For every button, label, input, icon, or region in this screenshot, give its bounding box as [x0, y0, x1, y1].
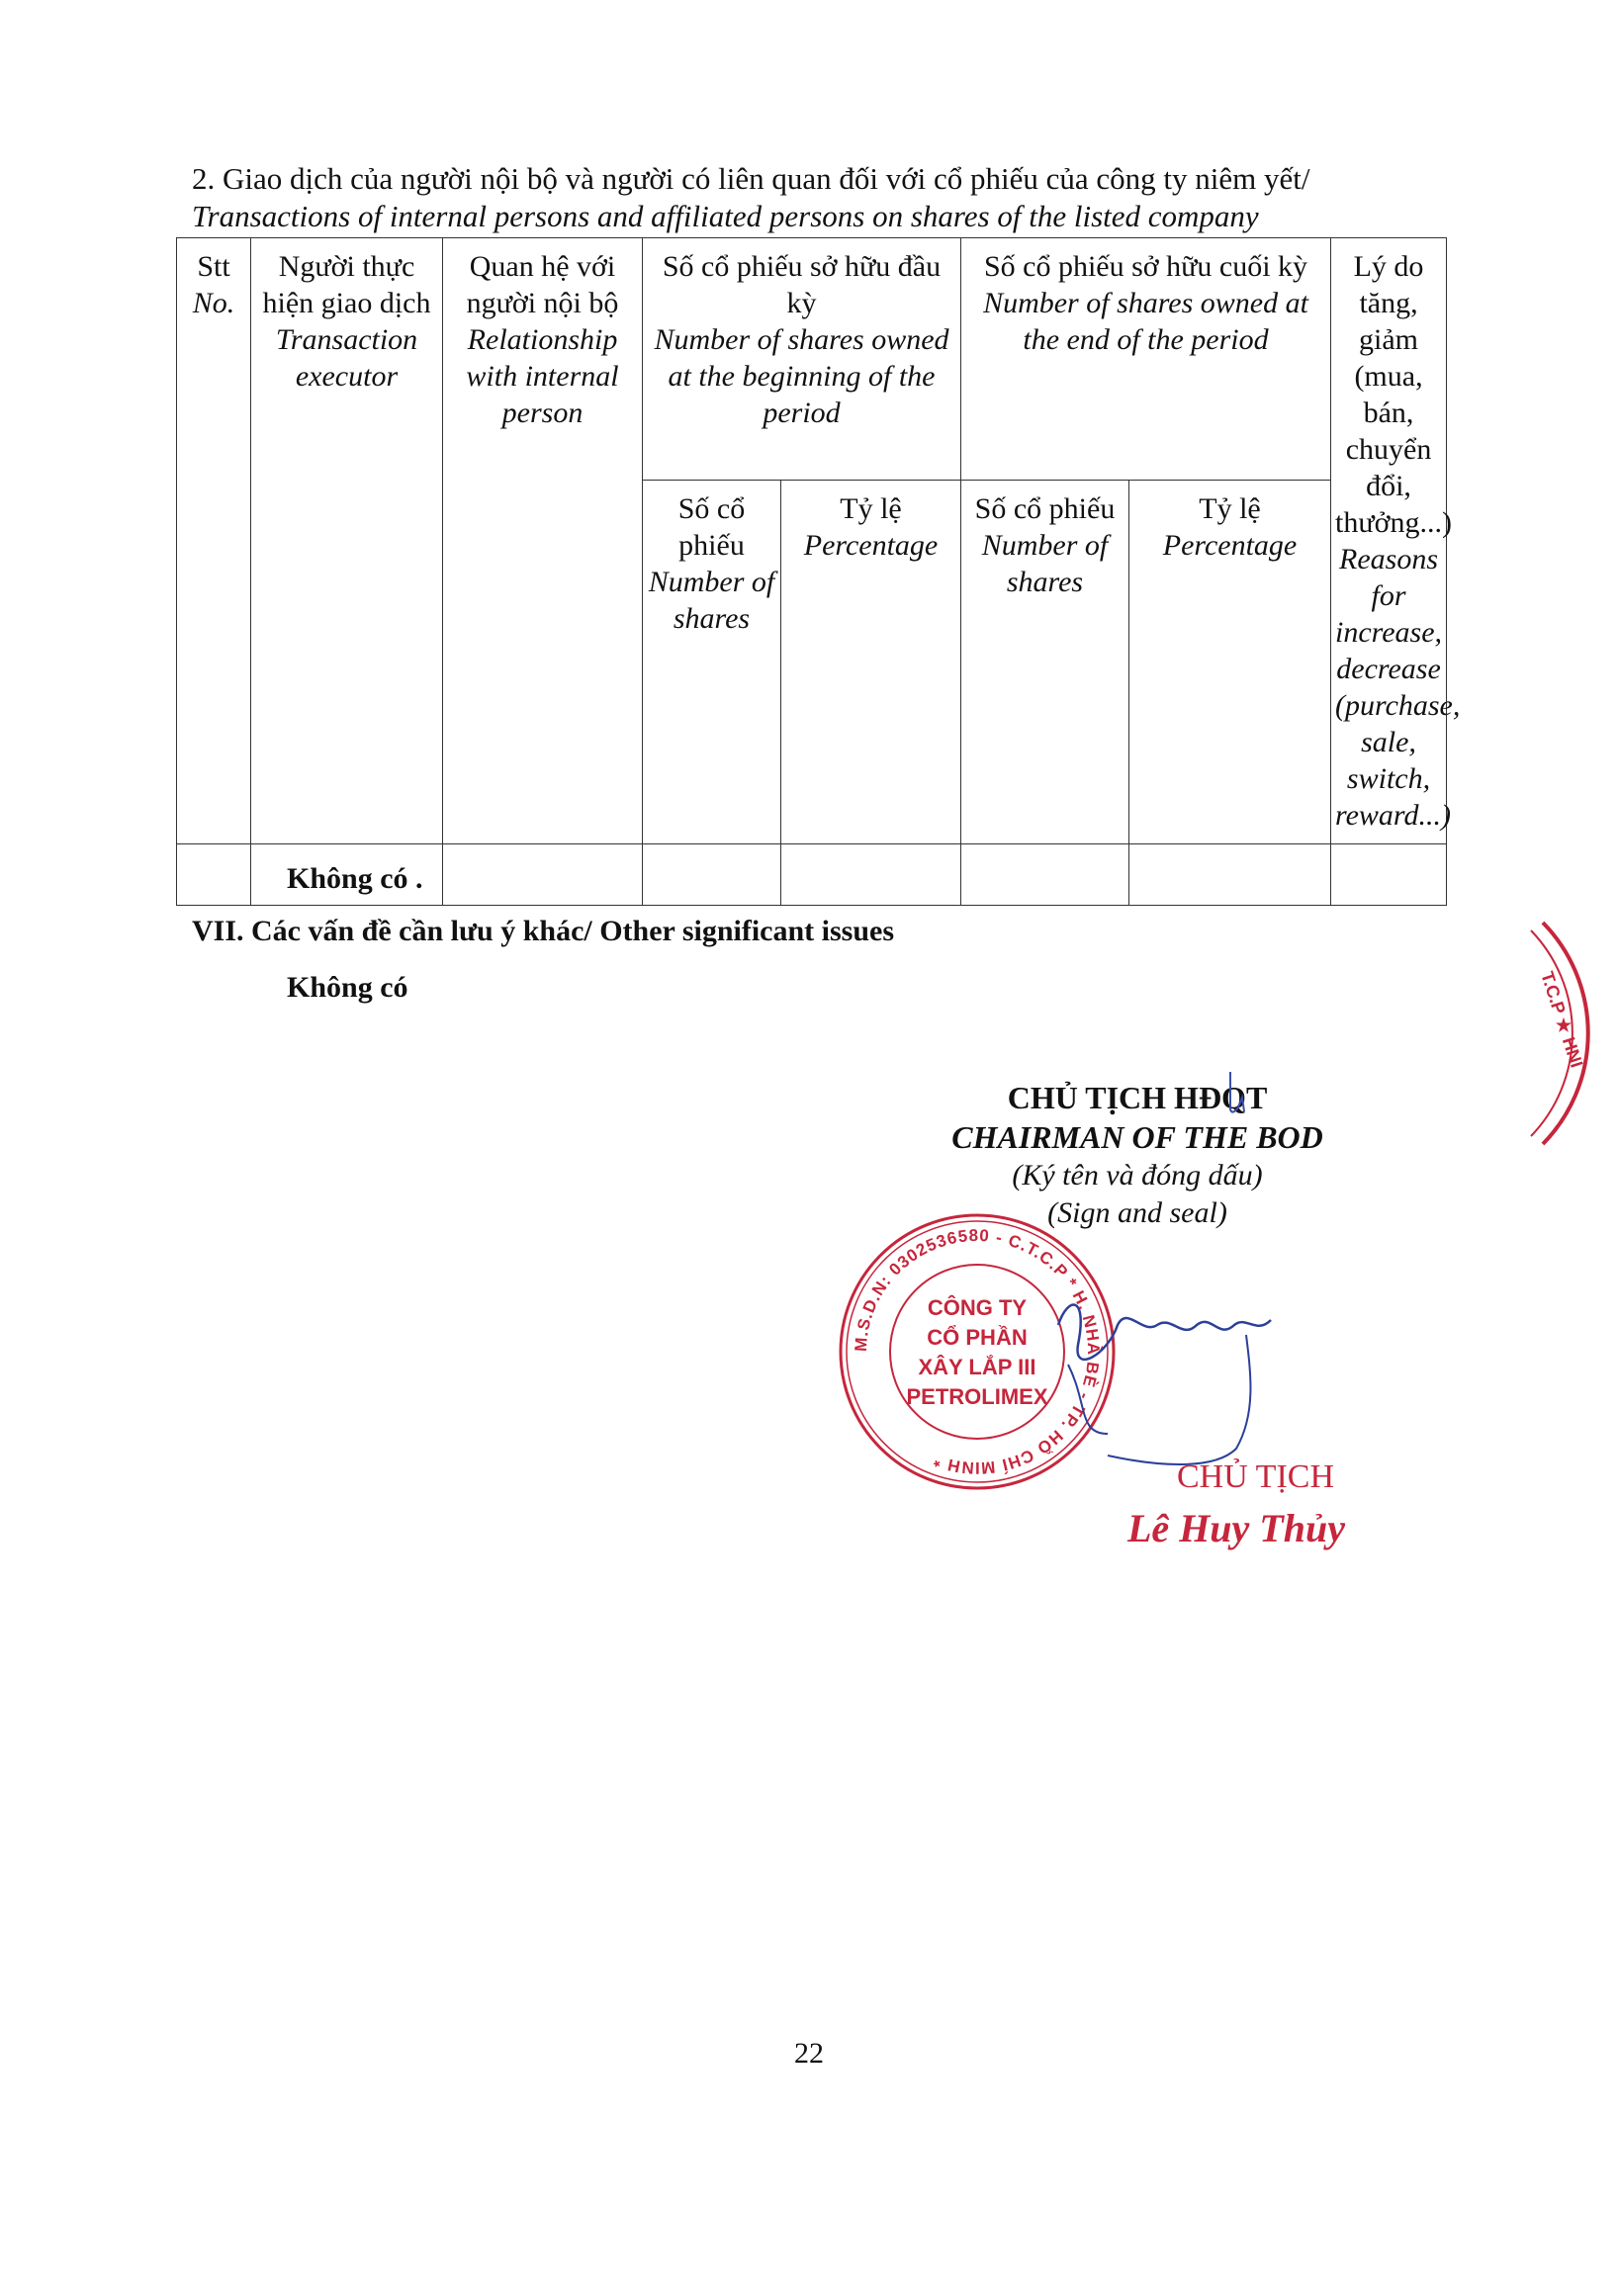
- chairman-title-en: CHAIRMAN OF THE BOD: [951, 1119, 1323, 1155]
- svg-text:XÂY LẮP III: XÂY LẮP III: [918, 1355, 1036, 1379]
- chairman-title-vi: CHỦ TỊCH HĐQT: [1007, 1080, 1268, 1115]
- svg-text:PETROLIMEX: PETROLIMEX: [906, 1384, 1048, 1409]
- none-text-2: Không có: [287, 971, 408, 1004]
- edge-seal-fragment-icon: [1523, 915, 1618, 1152]
- section-2-title-vi: 2. Giao dịch của người nội bộ và người có liên quan đối với cổ phiếu của công ty niêm yết/: [192, 161, 1310, 196]
- sign-note-en: (Sign and seal): [1047, 1196, 1227, 1229]
- none-text-1: Không có .: [287, 862, 423, 895]
- header-relationship: Quan hệ với người nội bộ Relationship with internal person: [443, 238, 643, 844]
- svg-text:T.C.P ★ HNI: T.C.P ★ HNI: [1537, 969, 1587, 1071]
- sign-note-vi: (Ký tên và đóng dấu): [1012, 1159, 1263, 1192]
- table-header-row: [177, 238, 1447, 481]
- transactions-table: [176, 237, 1461, 906]
- handwritten-signature-icon: [1048, 1285, 1296, 1483]
- svg-text:CÔNG TY: CÔNG TY: [927, 1295, 1028, 1320]
- page-number: 22: [794, 2037, 824, 2070]
- subheader-begin-shares: Số cổ phiếu Number of shares: [643, 481, 781, 844]
- stamp-title: CHỦ TỊCH: [1177, 1458, 1334, 1495]
- subheader-begin-percentage: Tỷ lệ Percentage: [781, 481, 961, 844]
- initial-mark-icon: [1224, 1068, 1254, 1117]
- section-7-heading: VII. Các vấn đề cần lưu ý khác/ Other significant issues: [192, 915, 895, 947]
- header-reasons: Lý do tăng, giảm (mua, bán, chuyển đổi, thưởng...) Reasons for increase, decrease (purchase, sale, switch, reward...): [1331, 238, 1447, 844]
- svg-text:CỔ PHẦN: CỔ PHẦN: [927, 1325, 1028, 1350]
- svg-text:M.S.D.N: 0302536580 - C.T.C.P: M.S.D.N: 0302536580 - C.T.C.P * H. NHÀ BÈ - TP. HỒ CHÍ MINH *: [851, 1225, 1104, 1478]
- subheader-end-shares: Số cổ phiếu Number of shares: [961, 481, 1129, 844]
- header-executor: Người thực hiện giao dịch Transaction executor: [251, 238, 443, 844]
- header-shares-end: Số cổ phiếu sở hữu cuối kỳ Number of shares owned at the end of the period: [961, 238, 1331, 481]
- subheader-end-percentage: Tỷ lệ Percentage: [1129, 481, 1331, 844]
- header-stt: Stt No.: [177, 238, 251, 844]
- section-2-heading: [192, 160, 1438, 235]
- section-2-title-en: Transactions of internal persons and affiliated persons on shares of the listed company: [192, 199, 1259, 233]
- header-shares-begin: Số cổ phiếu sở hữu đầu kỳ Number of shares owned at the beginning of the period: [643, 238, 961, 481]
- signer-name: Lê Huy Thủy: [1127, 1506, 1345, 1550]
